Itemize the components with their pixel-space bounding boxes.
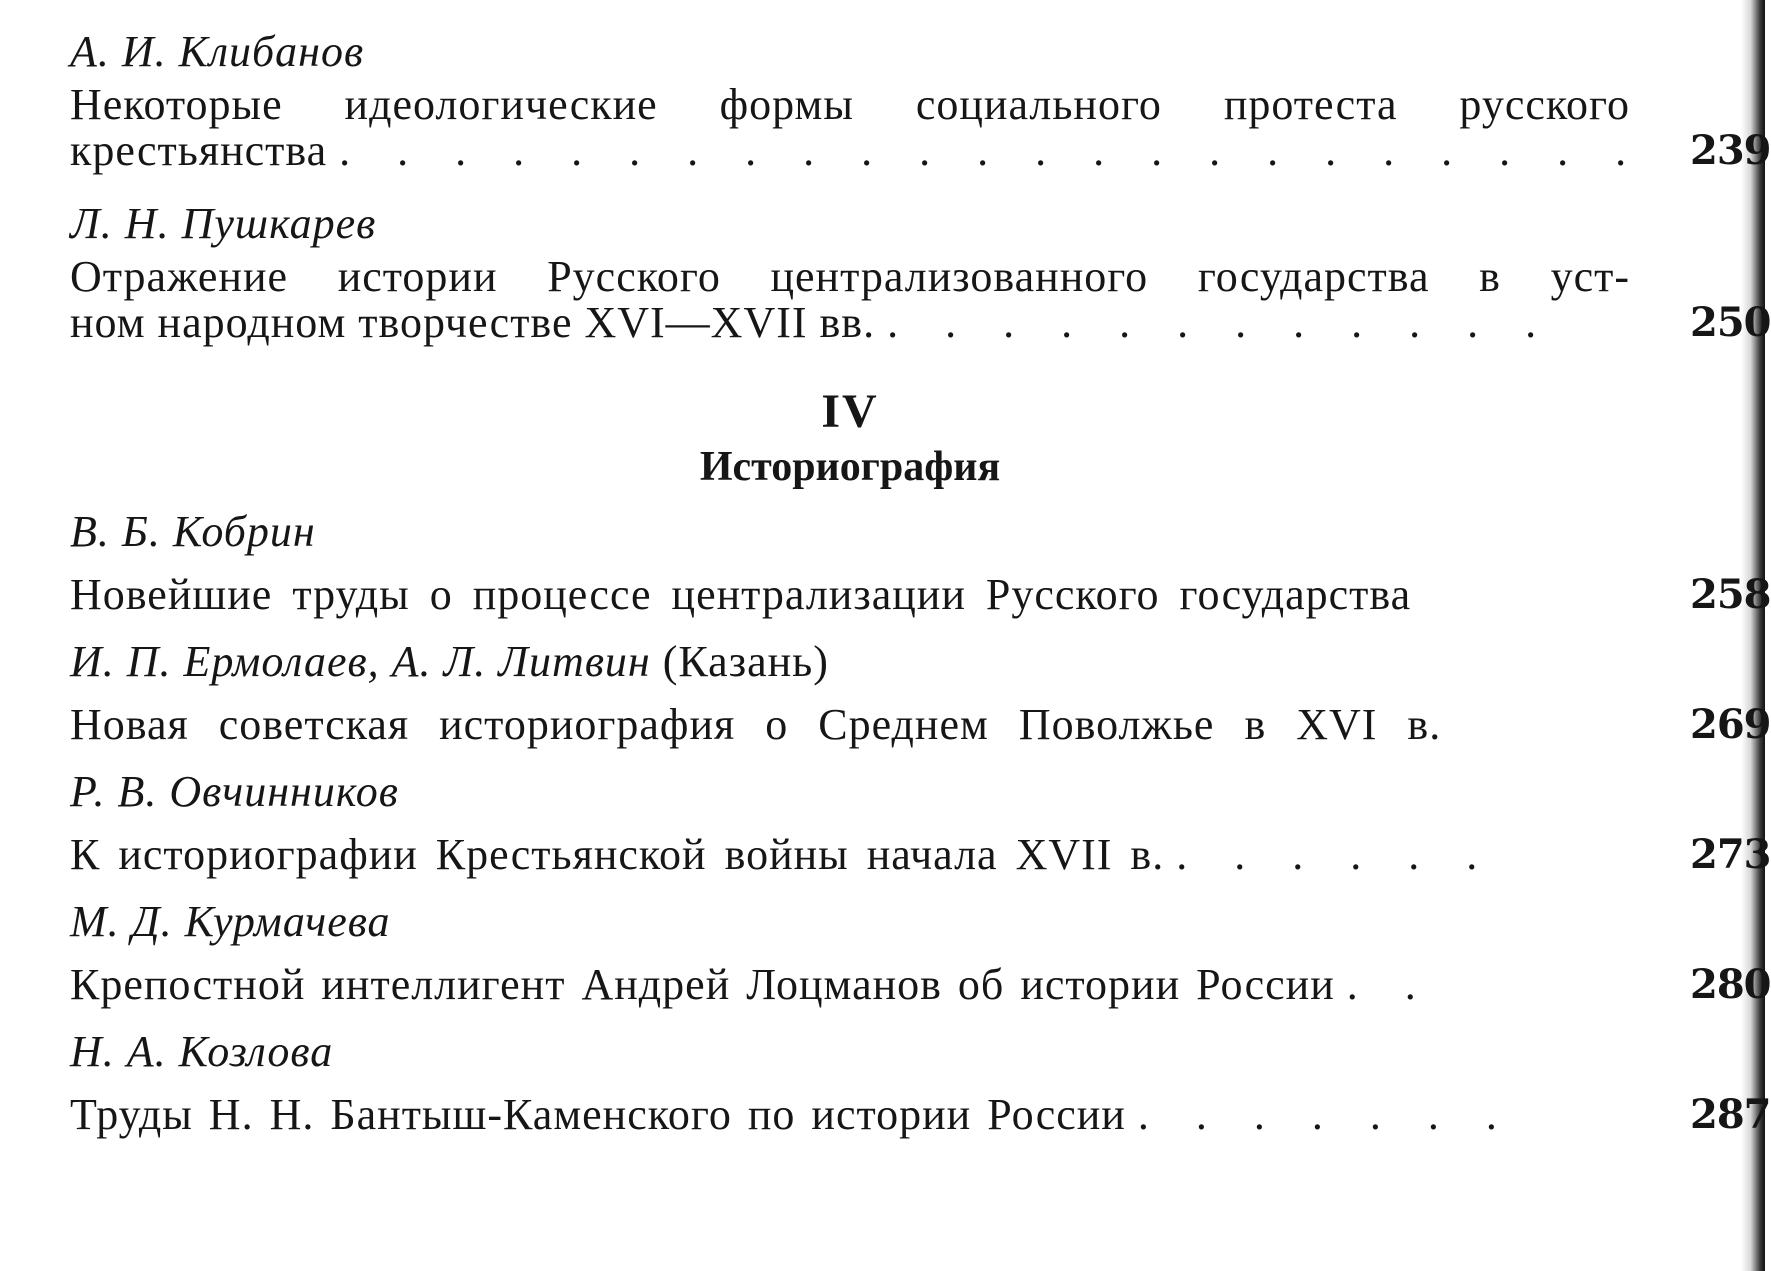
entry-title-line-1: Некоторые идеологические формы социального протеста русского (70, 80, 1630, 129)
entry-author: Р. В. Овчинников (70, 767, 399, 816)
entry-author-city: (Казань) (662, 637, 829, 686)
entry-title-line-1: Отражение истории Русского централизованного государства в уст- (70, 252, 1630, 301)
leader-dots: . . . . . . . . . . . . (887, 298, 1555, 347)
entry-page-number: 287 (1690, 1091, 1771, 1138)
leader-dots: . . . . . . . . . . . . . . . . . . . . . . . (339, 126, 1645, 175)
entry-title: К историографии Крестьянской войны начала XVII в. (70, 830, 1165, 879)
entry-page-number: 250 (1690, 299, 1771, 346)
toc-entry-ermolaev-litvin (70, 637, 1771, 750)
entry-title: Новая советская историография о Среднем Поволжье в XVI в. (70, 700, 1442, 749)
entry-title-row (70, 570, 1771, 620)
entry-page-number: 269 (1690, 701, 1771, 748)
entry-title-line-2-row (70, 126, 1771, 175)
entry-author: М. Д. Курмачева (70, 897, 391, 946)
table-of-contents-page (70, 27, 1771, 1140)
toc-entry-pushkarev (70, 199, 1771, 347)
entry-title: Крепостной интеллигент Андрей Лоцманов об истории России (70, 960, 1335, 1009)
entry-author: И. П. Ермолаев, А. Л. Литвин (70, 637, 651, 686)
toc-entry-kurmacheva (70, 897, 1771, 1010)
entry-author: Н. А. Козлова (70, 1027, 334, 1076)
entry-page-number: 239 (1690, 127, 1771, 174)
entry-title-line-2: крестьянства (70, 126, 328, 175)
entry-page-number: 258 (1690, 571, 1771, 618)
entry-title-row (70, 960, 1771, 1010)
leader-dots: . . (1346, 960, 1434, 1009)
entry-title: Труды Н. Н. Бантыш-Каменского по истории России (70, 1090, 1126, 1139)
toc-entry-kozlova (70, 1027, 1771, 1140)
section-numeral: IV (821, 385, 879, 438)
toc-entry-kobrin (70, 507, 1771, 620)
entry-page-number: 280 (1690, 961, 1771, 1008)
entry-title-line-2-row (70, 298, 1771, 347)
entry-title-line-2: ном народном творчестве XVI—XVII вв. (70, 298, 876, 347)
entry-author-row (70, 638, 1730, 686)
entry-author: В. Б. Кобрин (70, 507, 316, 556)
section-heading (70, 384, 1630, 494)
leader-dots: . . . . . . (1176, 830, 1496, 879)
entry-title: Новейшие труды о процессе централизации Русского государства (70, 570, 1412, 619)
entry-author: Л. Н. Пушкарев (70, 199, 377, 248)
section-title: Историография (699, 444, 1001, 490)
entry-author: А. И. Клибанов (70, 27, 365, 76)
leader-dots: . . . . . . . (1137, 1090, 1515, 1139)
binding-edge-shadow (1741, 0, 1765, 1271)
entry-title-row (70, 830, 1771, 880)
entry-title-row (70, 700, 1771, 750)
toc-entry-ovchinnikov (70, 767, 1771, 880)
toc-entry-klibanov (70, 27, 1771, 175)
entry-page-number: 273 (1690, 831, 1771, 878)
entry-title-row (70, 1090, 1771, 1140)
